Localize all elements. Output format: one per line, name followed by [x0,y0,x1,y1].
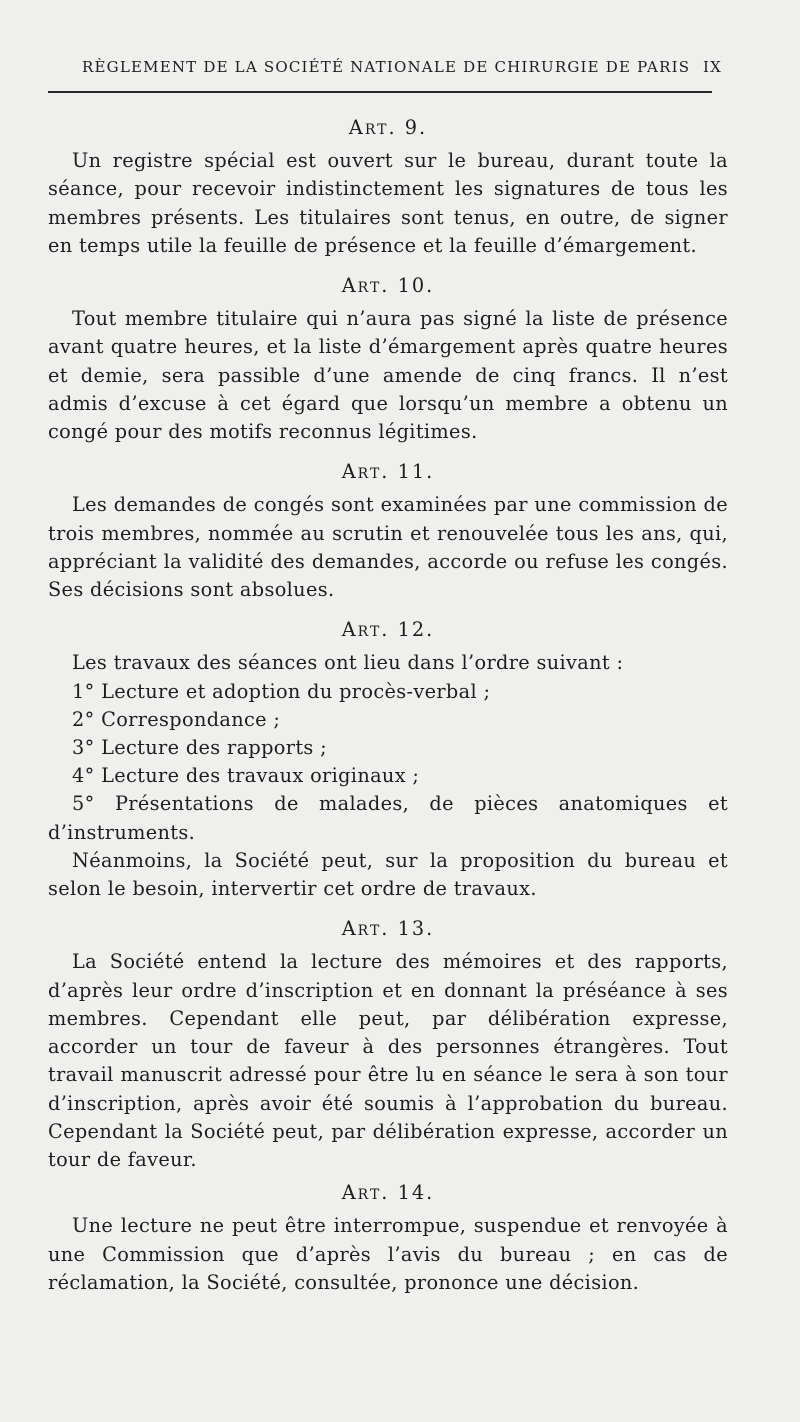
article-12-intro: Les travaux des séances ont lieu dans l’ordre suivant : [72,651,624,675]
article-11-title: Art. 11. [341,460,435,484]
article-13-paragraph: La Société entend la lecture des mémoires et des rapports, d’après leur ordre d’inscription et en donnant la préséance à ses membres. Cependant elle peut, par délibération expresse, accorder un tour de faveur à des personnes étrangères. Tout travail manuscrit adressé pour être lu en séance le sera à son tour d’inscription, après avoir été soumis à l’approbation du bureau. Cependant la Société peut, par délibération expresse, accorder un tour de faveur. [48,950,728,1171]
page-number: IX [702,58,722,76]
running-head-title: RÈGLEMENT DE LA SOCIÉTÉ NATIONALE DE CHIRURGIE DE PARIS [82,58,691,76]
article-12-title: Art. 12. [341,618,435,642]
article-10-paragraph: Tout membre titulaire qui n’aura pas signé la liste de présence avant quatre heures, et la liste d’émargement après quatre heures et demie, sera passible d’une amende de cinq francs. Il n’est admis d’excuse à cet égard que lorsqu’un membre a obtenu un congé pour des motifs reconnus légitimes. [48,307,728,444]
article-13-title: Art. 13. [341,917,435,941]
page-body [48,114,728,1309]
article-10-title: Art. 10. [341,274,435,298]
article-9-paragraph: Un registre spécial est ouvert sur le bureau, durant toute la séance, pour recevoir indistinctement les signatures de tous les membres présents. Les titulaires sont tenus, en outre, de signer en temps utile la feuille de présence et la feuille d’émargement. [48,149,728,257]
header-rule [48,91,712,93]
article-12-item-1: 1° Lecture et adoption du procès-verbal ; [72,679,491,703]
article-12-item-5: 5° Présentations de malades, de pièces anatomiques et d’instruments. [48,792,728,844]
article-12-closing: Néanmoins, la Société peut, sur la proposition du bureau et selon le besoin, intervertir cet ordre de travaux. [48,848,728,901]
article-14-title: Art. 14. [341,1181,435,1205]
article-12-item-2: 2° Correspondance ; [72,707,281,731]
article-11-paragraph: Les demandes de congés sont examinées par une commission de trois membres, nommée au scrutin et renouvelée tous les ans, qui, appréciant la validité des demandes, accorde ou refuse les congés. Ses décisions sont absolues. [48,493,728,602]
running-head [82,58,722,76]
article-12-item-3: 3° Lecture des rapports ; [72,736,327,760]
article-12-item-4: 4° Lecture des travaux originaux ; [72,764,420,788]
article-9-title: Art. 9. [348,116,428,139]
article-14-paragraph: Une lecture ne peut être interrompue, suspendue et renvoyée à une Commission que d’après l’avis du bureau ; en cas de réclamation, la Société, consultée, prononce une décision. [48,1214,728,1294]
